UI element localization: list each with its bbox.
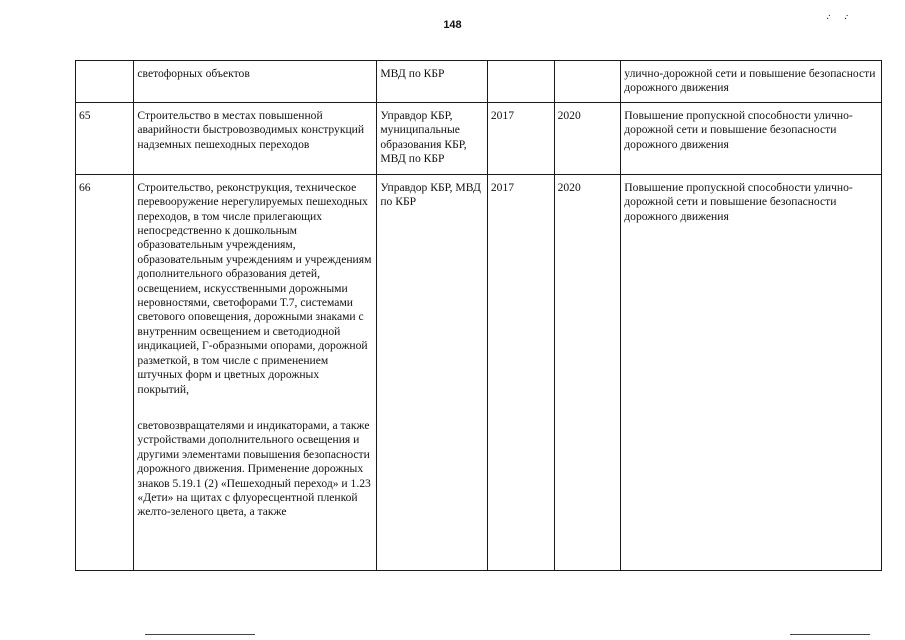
- cell-result-text: Повышение пропускной способности улично-дорожной сети и повышение безопасности дорожного движения: [624, 108, 853, 151]
- cell-start-year-text: 2017: [490, 108, 515, 122]
- cell-start-year: [487, 174, 554, 570]
- page-number: 148: [443, 19, 462, 31]
- cell-result-text: улично-дорожной сети и повышение безопасности дорожного движения: [624, 67, 876, 95]
- cell-executor-text: Управдор КБР, муниципальные образования КБР, МВД по КБР: [380, 108, 467, 166]
- cell-measure: [134, 102, 377, 174]
- footer-rule: [145, 634, 255, 635]
- footer-rule-right: [790, 634, 870, 635]
- cell-number-text: 66: [79, 180, 91, 194]
- cell-end-year: [554, 174, 621, 570]
- cell-executor: [377, 174, 488, 570]
- measure-paragraph: Строительство, реконструкция, техническое перевооружение нерегулируемых пешеходных переходов, в том числе прилегающих непосредственно к дошкольным образовательным учреждениям, образовательным учреждениям и учреждениям дополнительного образования детей, освещением, искусственными дорожными неровностями, светофорами Т.7, системами светового оповещения, дорожными знаками с внутренним освещением и светодиодной индикацией, Г-образными опорами, дорожной разметкой, в том числе с применением штучных форм и цветных дорожных покрытий,: [137, 180, 372, 396]
- cell-start-year: [487, 61, 554, 103]
- cell-result: [621, 61, 882, 103]
- cell-number: [76, 174, 134, 570]
- cell-end-year-text: 2020: [557, 180, 581, 194]
- cell-number: [76, 61, 134, 103]
- cell-start-year-text: 2017: [490, 180, 515, 194]
- cell-executor-text: Управдор КБР, МВД по КБР: [380, 180, 481, 209]
- cell-measure: [134, 61, 377, 103]
- cell-measure: [134, 174, 377, 570]
- measure-paragraph: световозвращателями и индикаторами, а также устройствами дополнительного освещения и другими элементами повышения безопасности дорожного движения. Применение дорожных знаков 5.19.1 (2) «Пешеходный переход» и 1.23 «Дети» на щитах с флуоресцентной пленкой желто-зеленого цвета, а также: [137, 418, 371, 519]
- corner-marks: ·̇ ·̇: [826, 14, 854, 25]
- cell-executor: [377, 61, 488, 103]
- cell-result: [621, 102, 882, 174]
- cell-result-text: Повышение пропускной способности улично-дорожной сети и повышение безопасности дорожного движения: [624, 180, 853, 223]
- table-row: [76, 102, 882, 174]
- cell-start-year: [487, 102, 554, 174]
- table-row: [76, 174, 882, 570]
- cell-end-year: [554, 61, 621, 103]
- table-row: [76, 61, 882, 103]
- cell-executor: [377, 102, 488, 174]
- measures-table: [75, 60, 882, 571]
- cell-end-year-text: 2020: [557, 108, 581, 122]
- measure-paragraph: светофорных объектов: [137, 67, 250, 80]
- cell-number: [76, 102, 134, 174]
- cell-number-text: 65: [79, 108, 91, 122]
- cell-executor-text: МВД по КБР: [380, 67, 445, 80]
- measures-table-body: [76, 61, 882, 571]
- cell-end-year: [554, 102, 621, 174]
- cell-result: [621, 174, 882, 570]
- measure-paragraph: Строительство в местах повышенной аварийности быстровозводимых конструкций надземных пешеходных переходов: [137, 108, 365, 151]
